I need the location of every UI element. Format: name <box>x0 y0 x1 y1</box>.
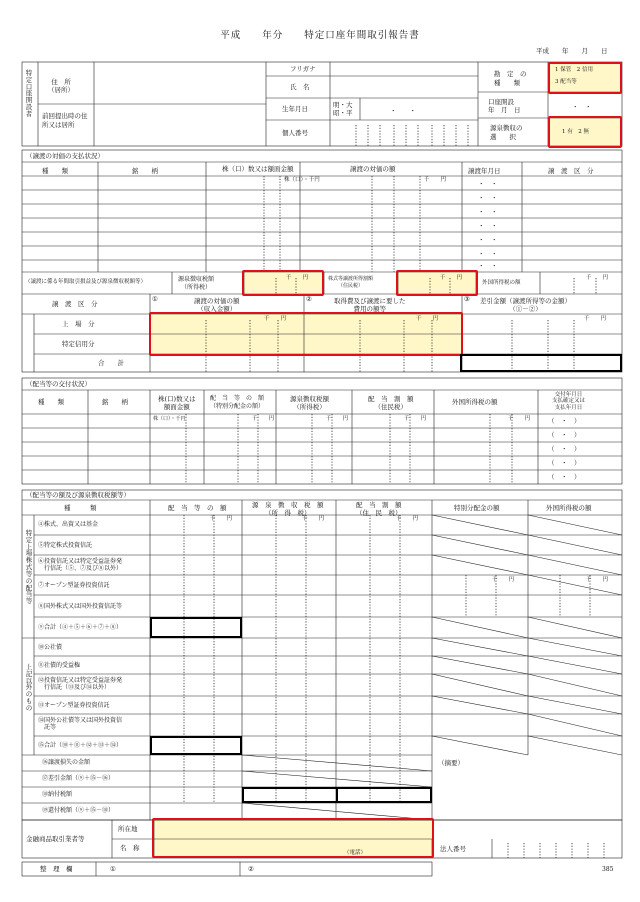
open-date-label: 口座開設 年 月 日 <box>488 98 521 115</box>
transfer-col-date: 譲渡年月日 <box>468 167 501 175</box>
address-label: 住 所 （居所） <box>48 78 74 95</box>
era-options: 明・大 昭・平 <box>333 101 353 118</box>
dt-group2-label: 上記以外のもの <box>25 663 33 712</box>
dt-col-foreign: 外国所得税の額 <box>546 504 592 512</box>
broker-label: 金融商品取引業者等 <box>26 835 85 843</box>
sum15-black-box <box>150 736 242 755</box>
dt-tax-resident-unit: 千 円 <box>396 516 419 522</box>
dp-col-amount: 配 当 等 の 額 （特別分配金の額） <box>210 395 265 410</box>
total-black-box <box>460 354 622 372</box>
number-label: 個人番号 <box>282 129 308 137</box>
tax-resident-red-box <box>396 270 478 296</box>
name-label: 氏 名 <box>290 83 310 91</box>
transfer-row-dots-1: ・ ・ <box>478 180 498 188</box>
dp-foreign-unit: 千 円 <box>508 416 531 422</box>
dt-row-8: ⑧国外株式又は国外投資信託等 <box>38 603 123 610</box>
pay-tax-black-box-2 <box>336 787 432 803</box>
page-number: 385 <box>602 866 614 873</box>
dp-paren-dots-1: （ ・ ） <box>548 417 581 425</box>
dt-row-7: ⑦オープン型証券投資信託 <box>38 582 110 589</box>
dt-row-11: ⑪社債的受益権 <box>38 662 81 669</box>
dp-col-tax-resident: 配 当 割 額 （住民税） <box>368 395 414 412</box>
tax-row-label: （譲渡に係る年間取引損益及び源泉徴収税額等） <box>25 279 147 285</box>
dp-tax-resident-unit: 千 円 <box>404 416 427 422</box>
broker-name-label: 名 称 <box>120 844 140 852</box>
dt-amount-unit: 千 円 <box>210 516 233 522</box>
row-listed-label: 上 場 分 <box>62 320 95 328</box>
dp-paren-dots-4: （ ・ ） <box>548 459 581 467</box>
dt-col-tax-resident: 配 当 割 額 （住 民 税） <box>356 501 402 518</box>
tax-income-red-box <box>242 270 324 296</box>
dt-tax-income-unit: 千 円 <box>302 516 325 522</box>
dp-col-tax-income: 源泉徴収税額 （所得税） <box>290 395 329 412</box>
dt-col-tax-income: 源 泉 徴 収 税 額 （所 得 税） <box>252 501 324 518</box>
summary-category-label: 譲 渡 区 分 <box>52 300 98 308</box>
dp-col-shares: 株(口)数又は 額面金額 <box>158 395 196 412</box>
pay-tax-black-box-1 <box>242 787 338 803</box>
tax-income-unit: 千 円 <box>286 275 309 281</box>
dt-row-18: ⑱納付税額 <box>42 791 73 798</box>
transfer-col-amount: 譲渡の対価の額 <box>350 165 396 173</box>
transfer-section-label: （譲渡の対価の支払状況） <box>26 152 104 160</box>
dt-special-unit: 千 円 <box>492 577 515 583</box>
dp-paren-dots-2: （ ・ ） <box>548 431 581 439</box>
transfer-row-dots-4: ・ ・ <box>478 222 498 230</box>
tax-resident-unit: 千 円 <box>440 275 463 281</box>
birth-dots: ・ ・ <box>390 107 416 115</box>
tax-resident-label: 株式等譲渡所得割額 （住民税） <box>328 276 374 289</box>
dp-col-issue: 銘 柄 <box>102 398 128 406</box>
summary-col2-label: 取得費及び譲渡に要した 費用の額等 <box>334 297 406 314</box>
transfer-shares-unit: 株（口）・千円 <box>284 177 320 183</box>
transfer-col-issue: 銘 柄 <box>132 167 158 175</box>
dt-row-10: ⑩公社債 <box>38 644 63 651</box>
transfer-row-dots-6: ・ ・ <box>478 250 498 258</box>
dp-col-foreign: 外国所得税の額 <box>452 398 498 406</box>
dt-col-type: 種 類 <box>64 504 97 512</box>
category-label: 勘 定 の 種 類 <box>494 70 527 88</box>
arrange-circle-1: ① <box>110 865 116 873</box>
dividend-pay-section-label: （配当等の交付状況） <box>26 380 91 388</box>
row-margin-label: 特定信用分 <box>62 340 95 348</box>
prev-address-label: 前回提出時の住所又は居所 <box>42 112 88 129</box>
corp-number-label: 法人番号 <box>440 845 466 853</box>
transfer-row-dots-3: ・ ・ <box>478 208 498 216</box>
category-options-2: 3 配当等 <box>555 79 577 85</box>
summary-col1-num: ① <box>152 295 158 303</box>
summary-col1-unit: 千 円 <box>264 316 287 322</box>
arrange-label: 整 理 欄 <box>40 865 73 873</box>
withholding-options: 1 有 2 無 <box>562 129 589 135</box>
dp-amount-unit: 千 円 <box>252 416 275 422</box>
transfer-col-type: 種 類 <box>42 167 68 175</box>
dt-row-15: ⑮合計（⑩＋⑪＋⑫＋⑬＋⑭） <box>38 742 123 749</box>
tax-income-label: 源泉徴収税額 （所得税） <box>178 276 215 291</box>
withholding-label: 源泉徴収の 選 択 <box>490 124 523 142</box>
summary-col1-label: 譲渡の対価の額 （収入金額） <box>194 297 240 314</box>
summary-col2-num: ② <box>306 295 312 303</box>
dt-row-12: ⑫投資信託又は特定受益証券発 行信託（⑬及び⑭以外） <box>38 677 123 692</box>
dp-tax-income-unit: 千 円 <box>326 416 349 422</box>
dividend-type-section-label: （配当等の額及び源泉徴収税額等） <box>26 491 130 499</box>
transfer-amount-unit: 千 円 <box>424 177 447 183</box>
dt-row-17: ⑰差引金額（⑨＋⑮－⑯） <box>42 775 115 782</box>
open-date-dots: ・ ・ <box>572 103 592 111</box>
sum9-black-box <box>150 617 242 638</box>
summary-col3-num: ③ <box>464 295 470 303</box>
birth-label: 生年月日 <box>282 105 308 113</box>
dt-group1-label: 特定上場株式等の配当等 <box>25 529 33 606</box>
transfer-row-dots-5: ・ ・ <box>478 236 498 244</box>
summary-col3-label: 差引金額（譲渡所得等の金額） （①－②） <box>480 297 571 314</box>
dp-paren-dots-3: （ ・ ） <box>548 445 581 453</box>
report-date: 平成 年 月 日 <box>536 47 608 55</box>
broker-phone-label: （電話） <box>344 850 367 856</box>
row-total-label: 合 計 <box>98 359 124 367</box>
arrange-circle-2: ② <box>248 865 254 873</box>
transfer-row-dots-7: ・ ・ <box>478 262 498 270</box>
category-options-1: 1 保管 2 信用 <box>555 67 593 73</box>
dt-row-14: ⑭国外公社債等又は国外投資信 託等 <box>38 717 123 732</box>
transfer-col-shares: 株（口）数又は額面金額 <box>222 165 294 173</box>
dt-col-special: 特別分配金の額 <box>454 504 500 512</box>
dt-col-amount: 配 当 等 の 額 <box>168 504 227 512</box>
dt-row-13: ⑬オープン型証券投資信託 <box>38 702 110 709</box>
summary-col2-unit: 千 円 <box>416 316 439 322</box>
dt-foreign-unit: 千 円 <box>586 577 609 583</box>
transfer-row-dots-2: ・ ・ <box>478 194 498 202</box>
dp-paren-dots-5: （ ・ ） <box>548 473 581 481</box>
tax-foreign-label: 外国所得税の額 <box>482 280 521 286</box>
tax-foreign-unit: 千 円 <box>586 275 609 281</box>
dp-col-type: 種 類 <box>38 398 64 406</box>
memo-label: （摘要） <box>438 759 464 767</box>
dp-shares-unit: 株（口）・千円 <box>153 416 186 422</box>
summary-col3-unit: 千 円 <box>584 316 607 322</box>
dt-row-19: ⑲還付税額（⑨＋⑮－⑱） <box>42 807 115 814</box>
transfer-col-category: 譲 渡 区 分 <box>548 167 594 175</box>
holder-side-label: 特定口座開設者 <box>25 69 33 118</box>
dt-row-16: ⑯譲渡損失の金額 <box>42 759 91 766</box>
dt-row-5: ⑤特定株式投資信託 <box>38 542 93 549</box>
dt-row-9: ⑨合計（④＋⑤＋⑥＋⑦＋⑧） <box>38 624 123 631</box>
page-title: 平成 年分 特定口座年間取引報告書 <box>220 30 420 41</box>
broker-red-box <box>152 818 434 858</box>
furigana-label: フリガナ <box>290 65 316 73</box>
dt-row-6: ⑥投資信託又は特定受益証券発 行信託（⑤、⑦及び⑧以外） <box>38 558 123 573</box>
dt-row-4: ④株式、出資又は基金 <box>38 521 99 528</box>
broker-location-label: 所在地 <box>118 825 138 833</box>
dp-col-date: 交付年月日 支払確定又は 支払年月日 <box>552 392 586 411</box>
